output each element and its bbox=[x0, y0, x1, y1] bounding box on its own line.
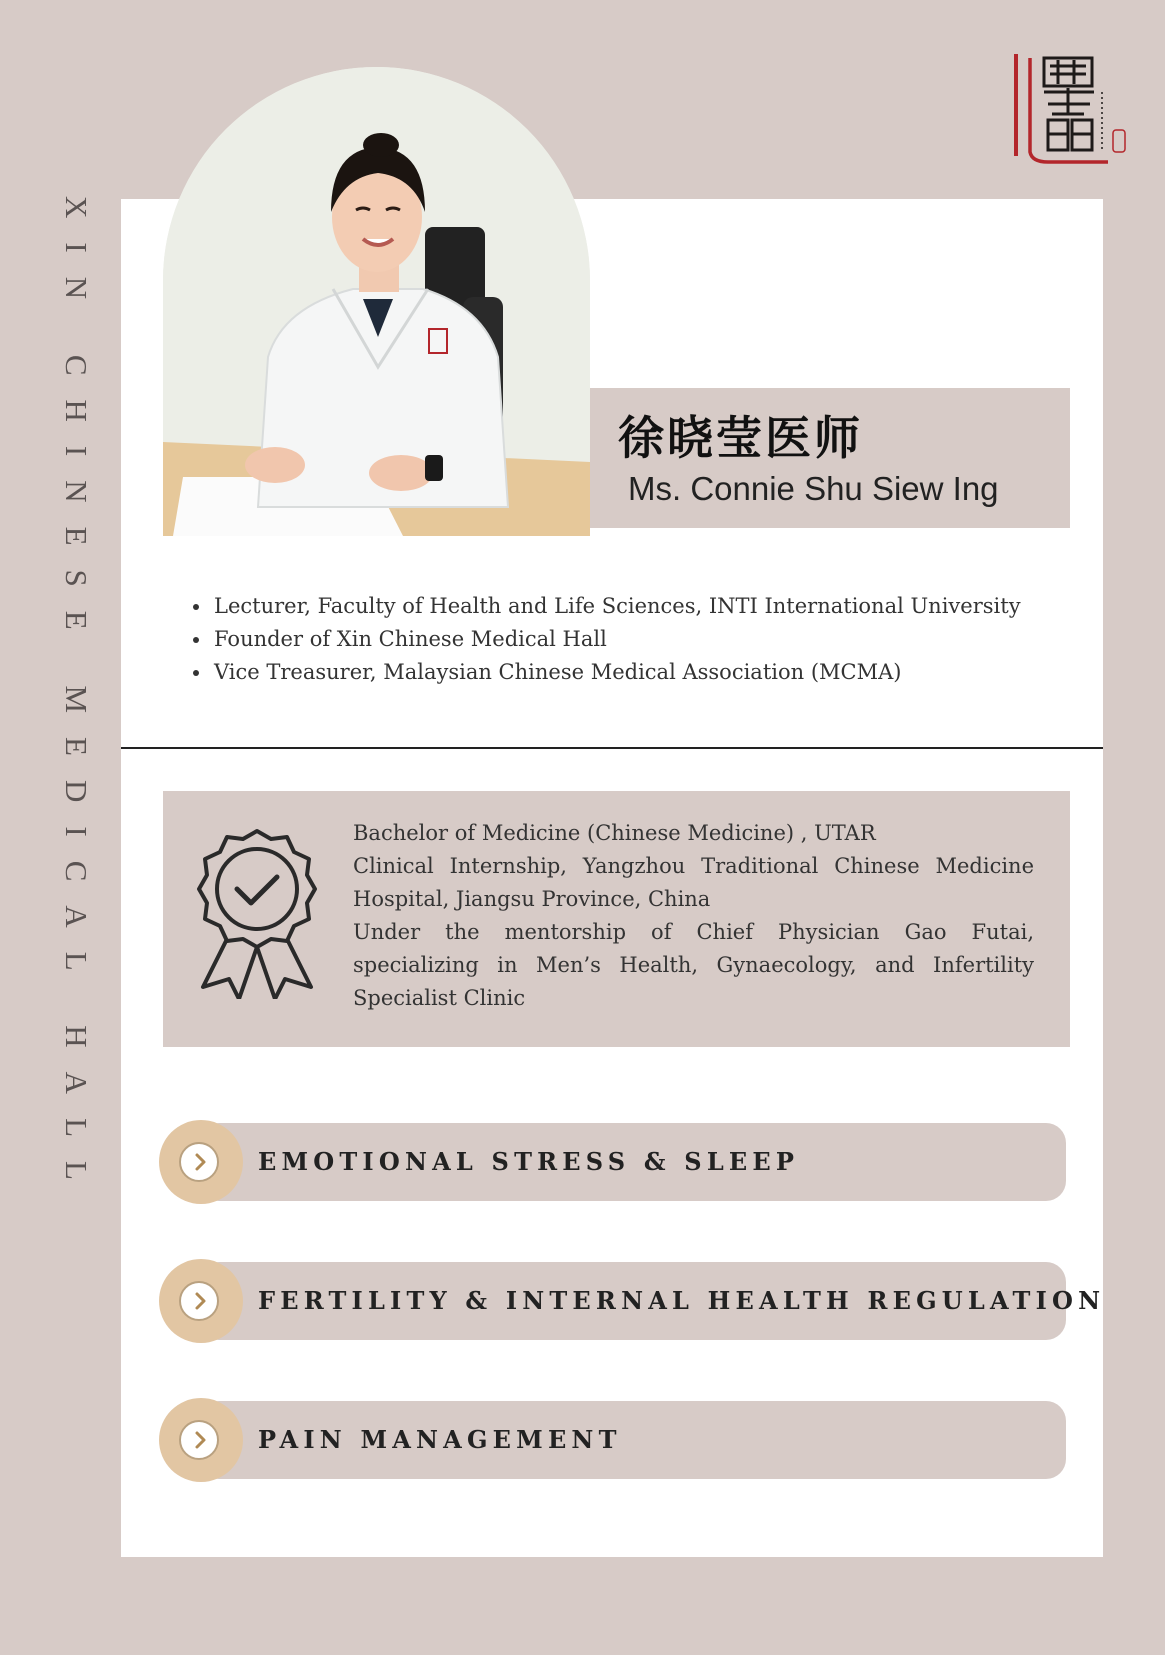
doctor-name-chinese: 徐晓莹医师 bbox=[618, 411, 863, 465]
role-item: • Vice Treasurer, Malaysian Chinese Medical Association (MCMA) bbox=[212, 656, 1042, 689]
education-text bbox=[353, 817, 1034, 1015]
doctor-portrait bbox=[163, 67, 590, 536]
chevron-right-icon bbox=[179, 1420, 219, 1460]
specialty-badge bbox=[159, 1398, 243, 1482]
specialty-badge bbox=[159, 1259, 243, 1343]
vertical-brand-text: XIN CHINESE MEDICAL HALL bbox=[59, 196, 94, 1204]
specialty-label: EMOTIONAL STRESS & SLEEP bbox=[258, 1147, 800, 1176]
specialty-label: FERTILITY & INTERNAL HEALTH REGULATION bbox=[258, 1286, 1106, 1315]
specialty-label: PAIN MANAGEMENT bbox=[258, 1425, 622, 1454]
award-badge-icon bbox=[193, 827, 321, 999]
specialty-item-fertility bbox=[159, 1259, 1106, 1341]
education-box bbox=[163, 791, 1070, 1047]
specialty-item-emotional-stress bbox=[159, 1120, 1066, 1202]
specialty-badge bbox=[159, 1120, 243, 1204]
role-item: • Founder of Xin Chinese Medical Hall bbox=[212, 623, 1042, 656]
role-item: • Lecturer, Faculty of Health and Life Sciences, INTI International University bbox=[212, 590, 1042, 623]
chevron-right-icon bbox=[179, 1142, 219, 1182]
doctor-portrait-illustration bbox=[163, 67, 590, 536]
education-line: Bachelor of Medicine (Chinese Medicine) , UTAR bbox=[353, 821, 876, 845]
name-box bbox=[590, 388, 1070, 528]
roles-list bbox=[184, 590, 1042, 689]
education-line: Clinical Internship, Yangzhou Traditional Chinese Medicine Hospital, Jiangsu Province, China bbox=[353, 854, 1034, 911]
doctor-name-english: Ms. Connie Shu Siew Ing bbox=[628, 470, 999, 507]
education-line: Under the mentorship of Chief Physician Gao Futai, specializing in Men’s Health, Gynaecology, and Infertility Specialist Clinic bbox=[353, 920, 1034, 1010]
chevron-right-icon bbox=[179, 1281, 219, 1321]
specialty-item-pain-management bbox=[159, 1398, 1066, 1480]
xin-medical-hall-logo bbox=[1008, 52, 1132, 170]
section-divider bbox=[121, 747, 1103, 749]
